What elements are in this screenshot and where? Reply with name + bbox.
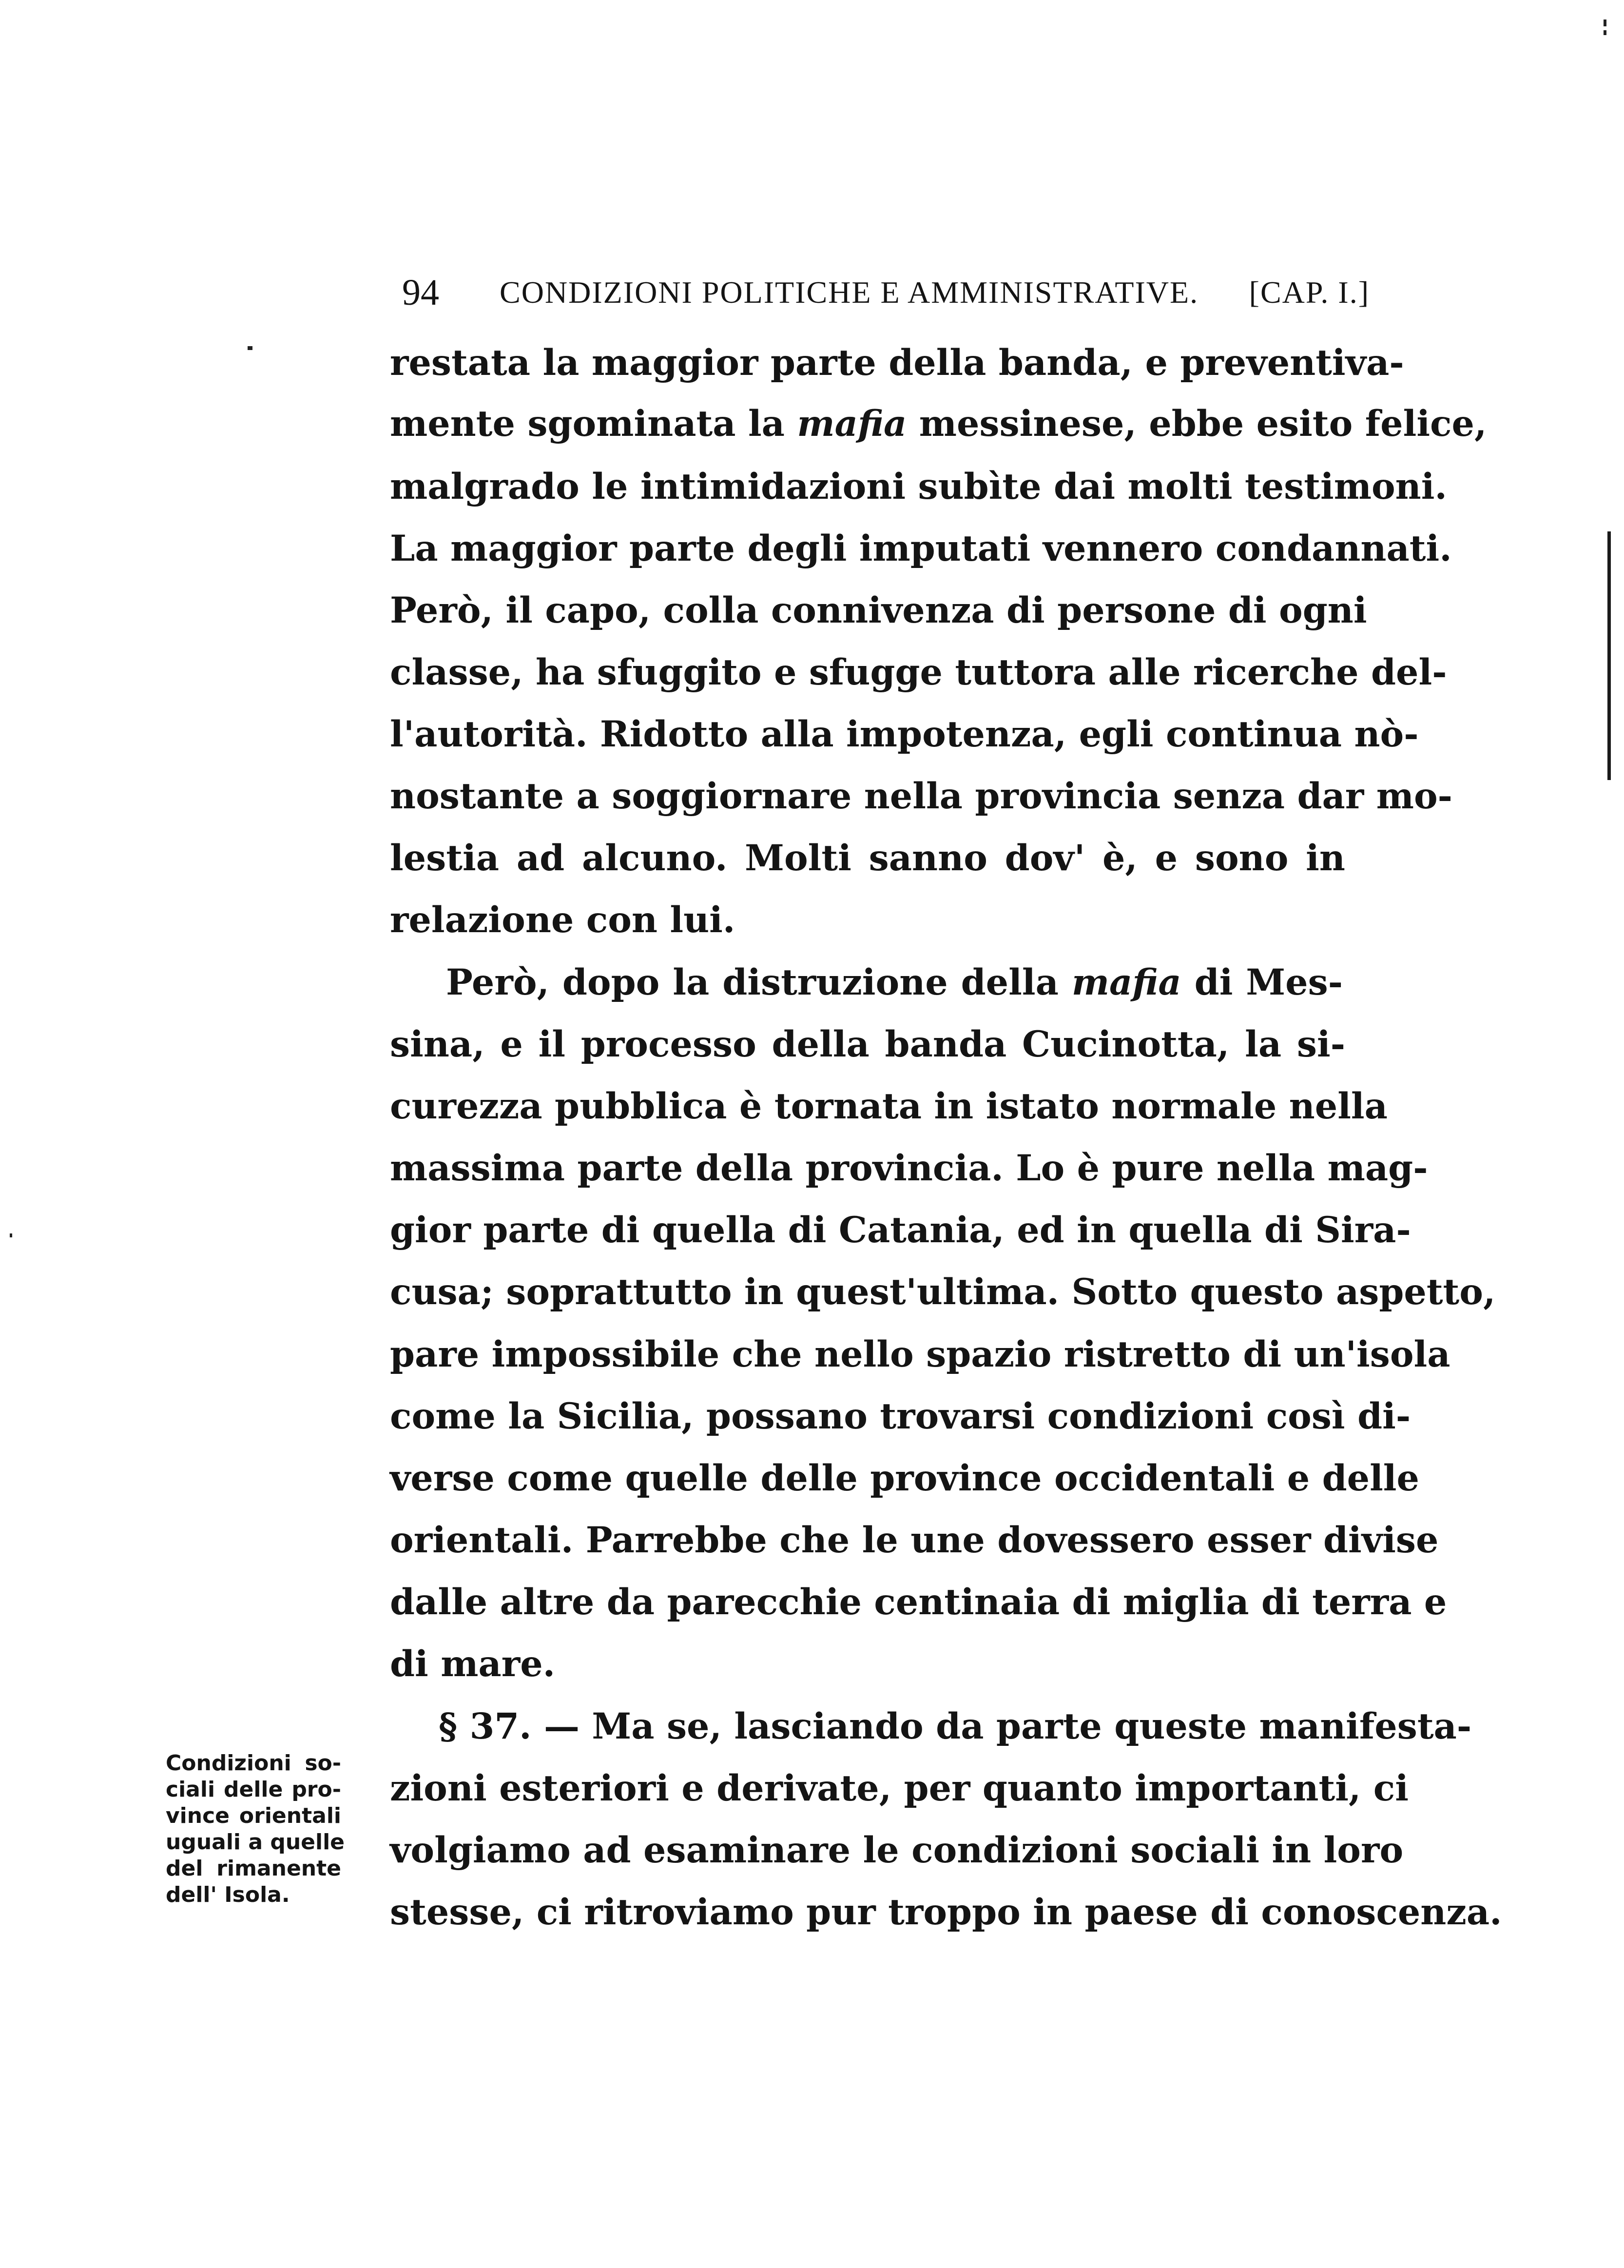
running-header bbox=[402, 266, 1370, 319]
text-line: l'autorità. Ridotto alla impotenza, egli continua nò- bbox=[390, 713, 1419, 755]
text-line: mente sgominata la mafia messinese, ebbe esito felice, bbox=[390, 403, 1487, 445]
text-line: stesse, ci ritroviamo pur troppo in paese di conoscenza. bbox=[390, 1891, 1502, 1933]
chapter-label: [CAP. I.] bbox=[1249, 275, 1370, 310]
scan-edge-mark bbox=[1607, 531, 1611, 780]
margin-note-line: dell' Isola. bbox=[166, 1882, 290, 1907]
scan-speck bbox=[10, 1233, 12, 1237]
text-line: sina, e il processo della banda Cucinotta, la si- bbox=[390, 1023, 1345, 1065]
margin-note-line: vince orientali bbox=[166, 1803, 341, 1828]
text-line: nostante a soggiornare nella provincia senza dar mo- bbox=[390, 775, 1452, 817]
text-line: curezza pubblica è tornata in istato normale nella bbox=[390, 1085, 1388, 1127]
text-line: verse come quelle delle province occidentali e delle bbox=[390, 1457, 1419, 1499]
margin-note-line: ciali delle pro- bbox=[166, 1777, 341, 1802]
scan-speck bbox=[1604, 20, 1606, 26]
margin-note-line: Condizioni so- bbox=[166, 1751, 341, 1776]
text-line: Però, il capo, colla connivenza di persone di ogni bbox=[390, 589, 1367, 631]
text-line: Però, dopo la distruzione della mafia di Mes- bbox=[446, 961, 1343, 1003]
margin-note bbox=[166, 1750, 345, 1908]
text-line: come la Sicilia, possano trovarsi condizioni così di- bbox=[390, 1395, 1411, 1437]
text-line: gior parte di quella di Catania, ed in quella di Sira- bbox=[390, 1209, 1411, 1251]
text-line: § 37. — Ma se, lasciando da parte queste manifesta- bbox=[439, 1705, 1472, 1747]
text-line: cusa; soprattutto in quest'ultima. Sotto questo aspetto, bbox=[390, 1271, 1496, 1313]
text-line: zioni esteriori e derivate, per quanto importanti, ci bbox=[390, 1767, 1409, 1809]
text-line: di mare. bbox=[390, 1643, 556, 1685]
text-line: restata la maggior parte della banda, e preventiva- bbox=[390, 342, 1404, 384]
scan-speck bbox=[248, 346, 252, 350]
text-line: volgiamo ad esaminare le condizioni sociali in loro bbox=[390, 1829, 1404, 1871]
text-line: dalle altre da parecchie centinaia di miglia di terra e bbox=[390, 1581, 1447, 1623]
margin-note-line: uguali a quelle bbox=[166, 1830, 345, 1855]
text-line: lestia ad alcuno. Molti sanno dov' è, e sono in bbox=[390, 837, 1345, 879]
text-line: relazione con lui. bbox=[390, 899, 735, 941]
text-line: orientali. Parrebbe che le une dovessero esser divise bbox=[390, 1519, 1439, 1561]
text-line: La maggior parte degli imputati vennero condannati. bbox=[390, 528, 1452, 569]
scan-speck bbox=[1604, 30, 1606, 35]
page-number: 94 bbox=[402, 272, 439, 313]
text-line: massima parte della provincia. Lo è pure nella mag- bbox=[390, 1147, 1428, 1189]
text-line: pare impossibile che nello spazio ristretto di un'isola bbox=[390, 1333, 1450, 1375]
text-line: malgrado le intimidazioni subìte dai molti testimoni. bbox=[390, 466, 1447, 508]
running-title: CONDIZIONI POLITICHE E AMMINISTRATIVE. bbox=[500, 275, 1199, 310]
text-line: classe, ha sfuggito e sfugge tuttora alle ricerche del- bbox=[390, 651, 1447, 693]
margin-note-line: del rimanente bbox=[166, 1856, 341, 1881]
